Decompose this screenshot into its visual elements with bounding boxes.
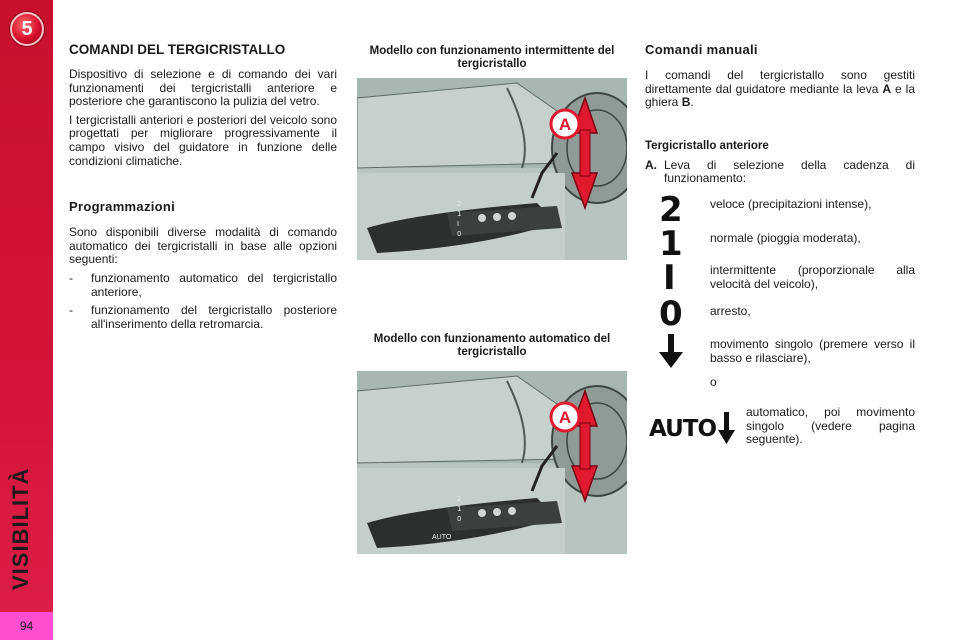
- intro-text: e la ghiera: [645, 81, 916, 110]
- intro-column: [69, 42, 337, 336]
- intro-paragraph-2: I tergicristalli anteriori e posteriori del veicolo sono progettati per migliorare progressivamente il campo visivo del guidatore in funzione delle condizioni climatiche.: [69, 112, 337, 168]
- bullet-dash: -: [69, 303, 73, 318]
- ring-b-ref: B: [681, 95, 691, 110]
- arrow-down-icon: [717, 410, 737, 446]
- intermittent-symbol: I: [663, 258, 676, 298]
- intro-text: .: [690, 95, 694, 110]
- page-number: 94: [0, 612, 53, 640]
- mode-description: veloce (precipitazioni intense),: [710, 197, 872, 211]
- figure-2-wiper-stalk-auto: [357, 371, 627, 554]
- arrow-down-icon: [645, 334, 705, 370]
- bullet-dash: -: [69, 270, 73, 285]
- svg-text:I: I: [457, 220, 460, 228]
- manual-controls-column: [645, 42, 915, 186]
- off-0-symbol: 0: [659, 294, 683, 334]
- callout-a-label: A: [558, 408, 572, 427]
- figure-2-caption: Modello con funzionamento automatico del tergicristallo: [373, 333, 611, 358]
- intro-paragraph-1: Dispositivo di selezione e di comando dei vari funzionamenti dei tergicristalli anteriore e posteriore che garantiscono la pulizia del vetro.: [69, 67, 337, 109]
- mode-description: automatico, poi movimento singolo (vedere pagina seguente).: [746, 405, 915, 447]
- mode-description: arresto,: [710, 304, 751, 318]
- lever-a-ref: A: [882, 81, 892, 96]
- auto-symbol: [649, 410, 745, 446]
- manual-controls-heading: Comandi manuali: [645, 42, 758, 57]
- speed-1-symbol: 1: [659, 224, 683, 264]
- manual-controls-intro: [645, 69, 915, 110]
- svg-text:0: 0: [457, 515, 462, 523]
- svg-text:1: 1: [457, 210, 462, 218]
- callout-a-label: A: [558, 115, 572, 134]
- intro-text: I comandi del tergicristallo sono gestiti direttamente dal guidatore mediante la leva: [645, 68, 915, 96]
- item-label: A.: [645, 157, 657, 172]
- front-wiper-heading: Tergicristallo anteriore: [645, 139, 769, 152]
- programming-paragraph: Sono disponibili diverse modalità di comando automatico dei tergicristalli in base alle opzioni seguenti:: [69, 225, 337, 267]
- lever-a-item: [645, 159, 915, 186]
- svg-text:2: 2: [457, 200, 462, 208]
- svg-text:2: 2: [457, 495, 462, 503]
- bullet-text: funzionamento automatico del tergicristallo anteriore,: [91, 270, 337, 299]
- chapter-sidebar: [0, 0, 53, 640]
- item-text: Leva di selezione della cadenza di funzionamento:: [664, 157, 915, 186]
- mode-description: movimento singolo (premere verso il basso e rilasciare),: [710, 337, 915, 365]
- list-item: [69, 272, 337, 299]
- chapter-badge: 5: [10, 12, 44, 46]
- mode-description: normale (pioggia moderata),: [710, 231, 861, 245]
- svg-text:1: 1: [457, 505, 462, 513]
- or-text: o: [710, 375, 717, 389]
- mode-description: intermittente (proporzionale alla velocità del veicolo),: [710, 263, 915, 291]
- bullet-text: funzionamento del tergicristallo posteriore all'inserimento della retromarcia.: [91, 303, 337, 331]
- section-title-vertical: VISIBILITÀ: [8, 467, 33, 590]
- auto-label: AUTO: [649, 416, 717, 442]
- svg-text:0: 0: [457, 230, 462, 238]
- page-title: COMANDI DEL TERGICRISTALLO: [69, 42, 286, 57]
- list-item: [69, 304, 337, 331]
- stalk-auto-label: AUTO: [432, 534, 452, 541]
- figure-1-caption: Modello con funzionamento intermittente del tergicristallo: [369, 45, 615, 70]
- programming-heading: Programmazioni: [69, 199, 176, 215]
- speed-2-symbol: 2: [659, 190, 683, 230]
- figure-1-wiper-stalk-intermittent: [357, 78, 627, 260]
